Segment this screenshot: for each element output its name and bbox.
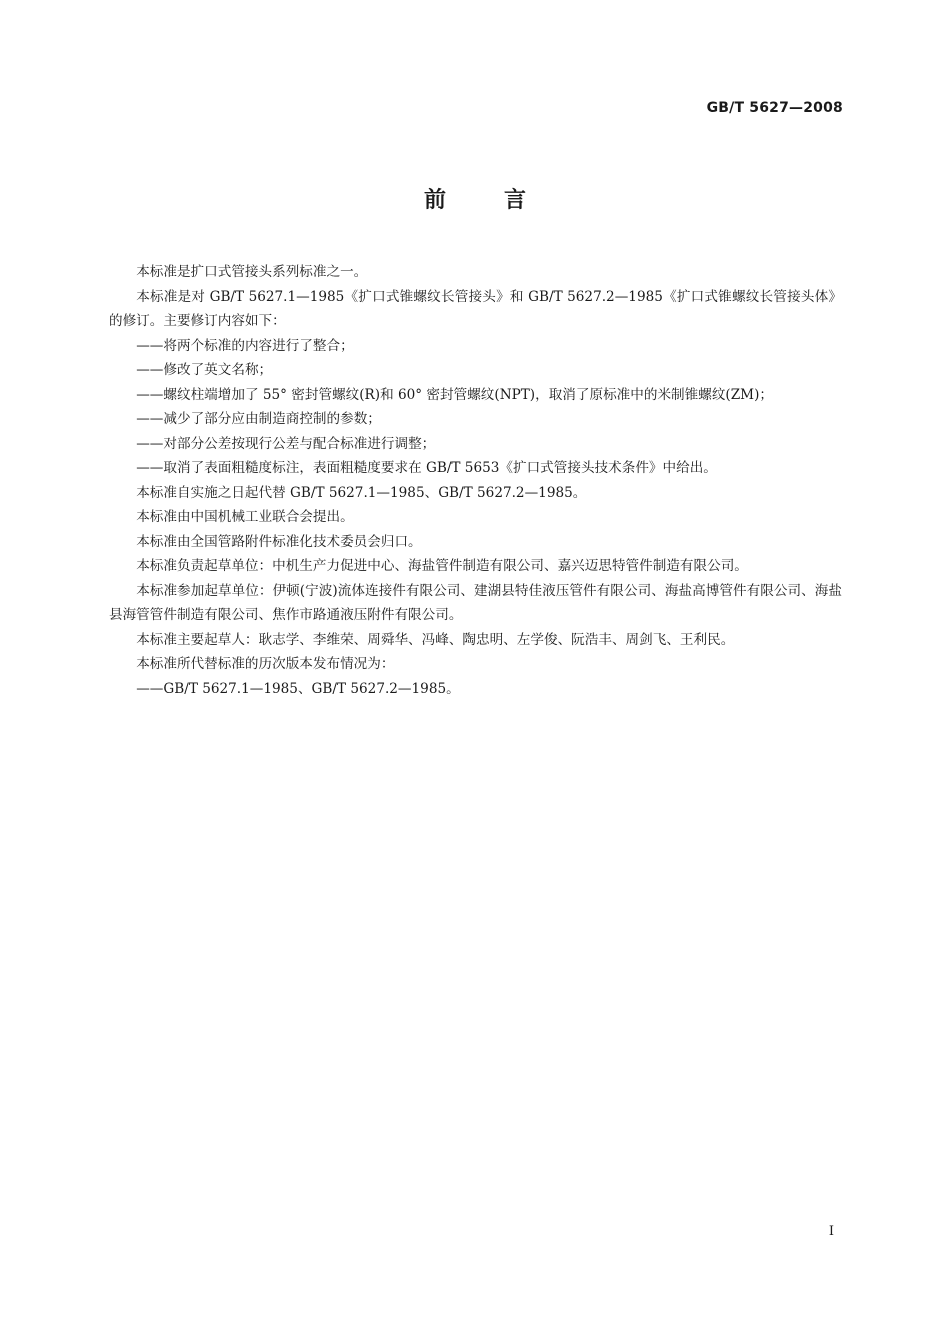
paragraph-proposed-by: 本标准由中国机械工业联合会提出。 [136, 509, 354, 525]
paragraph-previous-editions: 本标准所代替标准的历次版本发布情况为： [136, 656, 395, 672]
page-number: I [828, 1224, 834, 1239]
standard-number: GB/T 5627—2008 [706, 100, 843, 116]
paragraph-replaces: 本标准自实施之日起代替 GB/T 5627.1—1985、GB/T 5627.2—1985。 [136, 484, 587, 501]
foreword-body [109, 260, 842, 701]
list-item: ——取消了表面粗糙度标注，表面粗糙度要求在 GB/T 5653《扩口式管接头技术条件》中给出。 [136, 460, 717, 476]
list-item: ——对部分公差按现行公差与配合标准进行调整； [136, 435, 436, 452]
paragraph-participating-units: 本标准参加起草单位：伊顿(宁波)流体连接件有限公司、建湖县特佳液压管件有限公司、海盐高博管件有限公司、海盐县海管管件制造有限公司、焦作市路通液压附件有限公司。 [109, 582, 842, 623]
list-item: ——修改了英文名称； [136, 362, 273, 378]
page-title: 前言 [423, 188, 584, 213]
list-item: ——将两个标准的内容进行了整合； [136, 337, 354, 354]
paragraph-revision: 本标准是对 GB/T 5627.1—1985《扩口式锥螺纹长管接头》和 GB/T 5627.2—1985《扩口式锥螺纹长管接头体》的修订。主要修订内容如下： [109, 288, 842, 329]
paragraph-technical-committee: 本标准由全国管路附件标准化技术委员会归口。 [136, 533, 422, 550]
list-item: ——GB/T 5627.1—1985、GB/T 5627.2—1985。 [136, 680, 460, 697]
paragraph-scope: 本标准是扩口式管接头系列标准之一。 [136, 264, 368, 280]
list-item: ——减少了部分应由制造商控制的参数； [136, 411, 381, 427]
paragraph-drafters: 本标准主要起草人：耿志学、李维荣、周舜华、冯峰、陶忠明、左学俊、阮浩丰、周剑飞、王利民。 [136, 631, 735, 648]
list-item: ——螺纹柱端增加了 55° 密封管螺纹(R)和 60° 密封管螺纹(NPT)，取消了原标准中的米制锥螺纹(ZM)； [136, 386, 773, 403]
paragraph-drafting-units: 本标准负责起草单位：中机生产力促进中心、海盐管件制造有限公司、嘉兴迈思特管件制造有限公司。 [136, 558, 748, 574]
